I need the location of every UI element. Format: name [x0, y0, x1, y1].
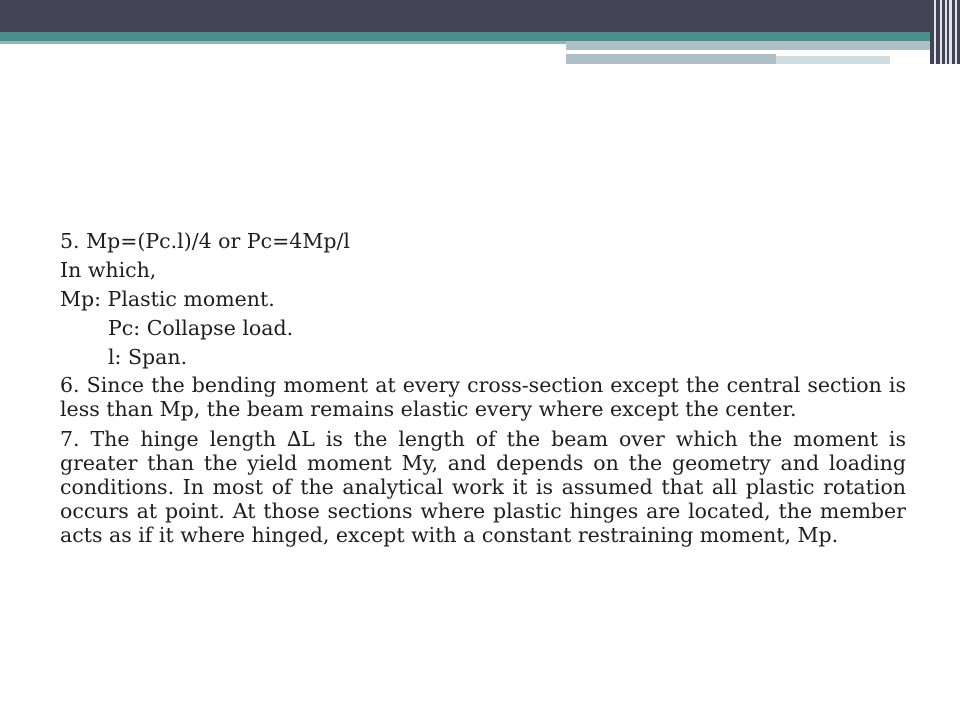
header-teal-band	[0, 32, 930, 41]
definition-span: l: Span.	[108, 345, 188, 369]
header-light-band	[776, 56, 890, 64]
definition-mp: Mp: Plastic moment.	[60, 287, 275, 311]
header-teal-light-band	[0, 41, 566, 44]
header-dark-band	[0, 0, 960, 32]
header-corner-stripes	[930, 0, 960, 64]
definition-intro: In which,	[60, 258, 157, 282]
paragraph-6: 6. Since the bending moment at every cross-section except the central section is less than Mp, the beam remains elastic every where except the center.	[60, 373, 906, 421]
header-grey-band-lower	[566, 54, 776, 64]
corner-stripe	[945, 0, 947, 64]
header-grey-band-line	[566, 50, 890, 52]
corner-stripe	[940, 0, 942, 64]
corner-stripe	[955, 0, 957, 64]
definition-pc: Pc: Collapse load.	[108, 316, 294, 340]
slide-body	[60, 228, 906, 553]
corner-stripe	[949, 0, 952, 64]
paragraph-7: 7. The hinge length ∆L is the length of the beam over which the moment is greater than the yield moment My, and depends on the geometry and loading conditions. In most of the analytical work it is assumed that all plastic rotation occurs at point. At those sections where plastic hinges are located, the member acts as if it where hinged, except with a constant restraining moment, Mp.	[60, 427, 906, 547]
header-grey-band-right	[890, 41, 930, 50]
corner-stripe	[934, 0, 936, 64]
formula-line: 5. Mp=(Pc.l)/4 or Pc=4Mp/l	[60, 229, 350, 253]
